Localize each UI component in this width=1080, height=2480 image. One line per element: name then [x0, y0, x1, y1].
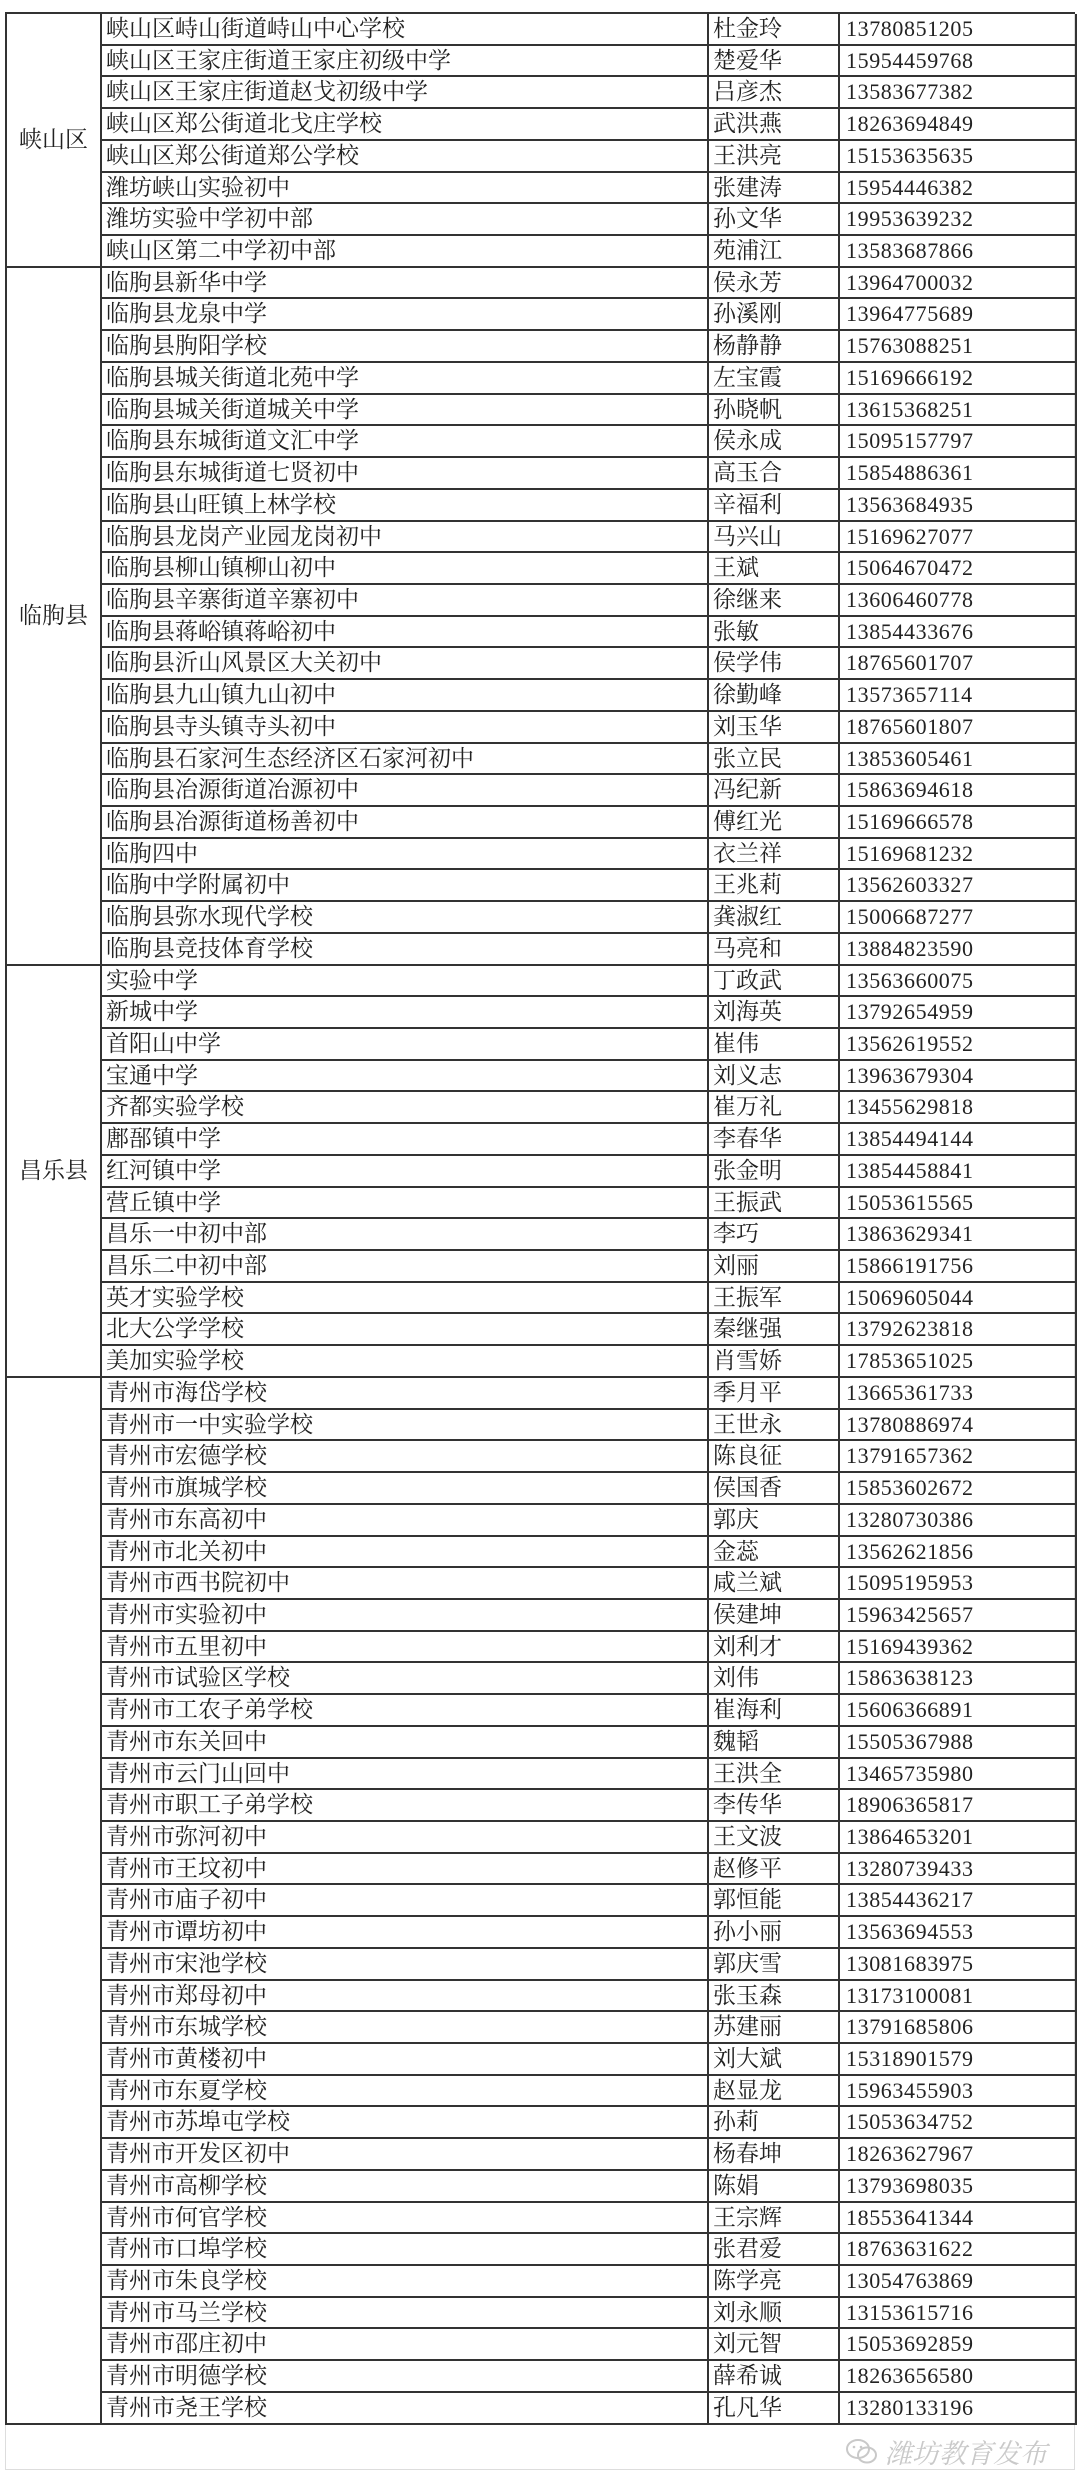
school-name-cell: 峡山区王家庄街道王家庄初级中学 [102, 46, 709, 78]
contact-name-cell: 崔万礼 [709, 1092, 840, 1124]
contact-name-cell: 赵显龙 [709, 2076, 840, 2108]
school-name-cell: 临朐中学附属初中 [102, 870, 709, 902]
phone-cell: 15954446382 [840, 173, 1077, 205]
school-name-cell: 青州市朱良学校 [102, 2266, 709, 2298]
phone-cell: 13280739433 [840, 1854, 1077, 1886]
school-name-cell: 临朐四中 [102, 839, 709, 871]
contact-name-cell: 杨静静 [709, 331, 840, 363]
contact-name-cell: 丁政武 [709, 966, 840, 998]
phone-cell: 15169439362 [840, 1632, 1077, 1664]
phone-cell: 13153615716 [840, 2298, 1077, 2330]
school-name-cell: 临朐县九山镇九山初中 [102, 680, 709, 712]
contact-name-cell: 马亮和 [709, 934, 840, 966]
school-name-cell: 青州市职工子弟学校 [102, 1790, 709, 1822]
contact-name-cell: 王世永 [709, 1410, 840, 1442]
phone-cell: 15606366891 [840, 1695, 1077, 1727]
contact-name-cell: 崔海利 [709, 1695, 840, 1727]
contact-name-cell: 孔凡华 [709, 2393, 840, 2425]
school-name-cell: 青州市明德学校 [102, 2361, 709, 2393]
phone-cell: 13562603327 [840, 870, 1077, 902]
phone-cell: 15153635635 [840, 141, 1077, 173]
phone-cell: 13792654959 [840, 997, 1077, 1029]
contact-name-cell: 辛福利 [709, 490, 840, 522]
phone-cell: 18906365817 [840, 1790, 1077, 1822]
school-name-cell: 临朐县石家河生态经济区石家河初中 [102, 744, 709, 776]
contact-name-cell: 傅红光 [709, 807, 840, 839]
school-name-cell: 临朐县东城街道文汇中学 [102, 426, 709, 458]
school-name-cell: 临朐县城关街道北苑中学 [102, 363, 709, 395]
contact-name-cell: 吕彦杰 [709, 77, 840, 109]
contact-name-cell: 张立民 [709, 744, 840, 776]
contact-name-cell: 杨春坤 [709, 2139, 840, 2171]
phone-cell: 13563694553 [840, 1917, 1077, 1949]
contact-name-cell: 王斌 [709, 553, 840, 585]
school-name-cell: 青州市东夏学校 [102, 2076, 709, 2108]
phone-cell: 15169666192 [840, 363, 1077, 395]
phone-cell: 15169627077 [840, 522, 1077, 554]
phone-cell: 15064670472 [840, 553, 1077, 585]
contact-name-cell: 刘大斌 [709, 2044, 840, 2076]
school-name-cell: 美加实验学校 [102, 1346, 709, 1378]
school-name-cell: 青州市东城学校 [102, 2012, 709, 2044]
phone-cell: 13854436217 [840, 1885, 1077, 1917]
school-name-cell: 青州市工农子弟学校 [102, 1695, 709, 1727]
phone-cell: 15169666578 [840, 807, 1077, 839]
phone-cell: 15963455903 [840, 2076, 1077, 2108]
phone-cell: 13455629818 [840, 1092, 1077, 1124]
school-name-cell: 青州市弥河初中 [102, 1822, 709, 1854]
phone-cell: 13054763869 [840, 2266, 1077, 2298]
watermark-text: 潍坊教育发布 [885, 2439, 1047, 2470]
contact-name-cell: 王洪全 [709, 1759, 840, 1791]
contact-name-cell: 侯永成 [709, 426, 840, 458]
school-name-cell: 临朐县冶源街道杨善初中 [102, 807, 709, 839]
contact-name-cell: 王振武 [709, 1188, 840, 1220]
school-name-cell: 青州市海岱学校 [102, 1378, 709, 1410]
phone-cell: 18553641344 [840, 2203, 1077, 2235]
school-contact-table [5, 12, 1075, 2425]
contact-name-cell: 刘义志 [709, 1061, 840, 1093]
contact-name-cell: 陈娟 [709, 2171, 840, 2203]
school-name-cell: 青州市东关回中 [102, 1727, 709, 1759]
phone-cell: 13280133196 [840, 2393, 1077, 2425]
phone-cell: 15169681232 [840, 839, 1077, 871]
phone-cell: 13573657114 [840, 680, 1077, 712]
contact-name-cell: 高玉合 [709, 458, 840, 490]
phone-cell: 13583677382 [840, 77, 1077, 109]
contact-name-cell: 魏韬 [709, 1727, 840, 1759]
school-name-cell: 潍坊实验中学初中部 [102, 204, 709, 236]
phone-cell: 13280730386 [840, 1505, 1077, 1537]
school-name-cell: 临朐县山旺镇上林学校 [102, 490, 709, 522]
school-name-cell: 临朐县城关街道城关中学 [102, 395, 709, 427]
contact-name-cell: 左宝霞 [709, 363, 840, 395]
school-name-cell: 青州市高柳学校 [102, 2171, 709, 2203]
contact-name-cell: 王振军 [709, 1283, 840, 1315]
contact-name-cell: 张金明 [709, 1156, 840, 1188]
school-name-cell: 青州市云门山回中 [102, 1759, 709, 1791]
school-name-cell: 新城中学 [102, 997, 709, 1029]
phone-cell: 13853605461 [840, 744, 1077, 776]
watermark [845, 2432, 1047, 2471]
contact-name-cell: 楚爱华 [709, 46, 840, 78]
phone-cell: 15053634752 [840, 2107, 1077, 2139]
contact-name-cell: 徐继来 [709, 585, 840, 617]
phone-cell: 13583687866 [840, 236, 1077, 268]
school-name-cell: 潍坊峡山实验初中 [102, 173, 709, 205]
school-name-cell: 临朐县弥水现代学校 [102, 902, 709, 934]
contact-name-cell: 苑浦江 [709, 236, 840, 268]
contact-name-cell: 侯学伟 [709, 648, 840, 680]
contact-name-cell: 刘利才 [709, 1632, 840, 1664]
phone-cell: 13606460778 [840, 585, 1077, 617]
school-name-cell: 青州市宏德学校 [102, 1441, 709, 1473]
school-name-cell: 峡山区王家庄街道赵戈初级中学 [102, 77, 709, 109]
contact-name-cell: 王洪亮 [709, 141, 840, 173]
contact-name-cell: 衣兰祥 [709, 839, 840, 871]
contact-name-cell: 张建涛 [709, 173, 840, 205]
phone-cell: 17853651025 [840, 1346, 1077, 1378]
school-name-cell: 青州市邵庄初中 [102, 2329, 709, 2361]
phone-cell: 15095195953 [840, 1568, 1077, 1600]
school-name-cell: 青州市何官学校 [102, 2203, 709, 2235]
contact-name-cell: 张君爱 [709, 2234, 840, 2266]
contact-name-cell: 侯国香 [709, 1473, 840, 1505]
phone-cell: 13864653201 [840, 1822, 1077, 1854]
school-name-cell: 昌乐一中初中部 [102, 1219, 709, 1251]
school-name-cell: 临朐县冶源街道冶源初中 [102, 775, 709, 807]
contact-name-cell: 刘海英 [709, 997, 840, 1029]
school-name-cell: 青州市旗城学校 [102, 1473, 709, 1505]
contact-name-cell: 马兴山 [709, 522, 840, 554]
contact-name-cell: 侯建坤 [709, 1600, 840, 1632]
phone-cell: 13465735980 [840, 1759, 1077, 1791]
phone-cell: 13884823590 [840, 934, 1077, 966]
school-name-cell: 宝通中学 [102, 1061, 709, 1093]
phone-cell: 13963679304 [840, 1061, 1077, 1093]
contact-name-cell: 李巧 [709, 1219, 840, 1251]
phone-cell: 15318901579 [840, 2044, 1077, 2076]
contact-name-cell: 杜金玲 [709, 14, 840, 46]
school-name-cell: 鄌郚镇中学 [102, 1124, 709, 1156]
school-name-cell: 峡山区郑公街道郑公学校 [102, 141, 709, 173]
school-name-cell: 青州市东高初中 [102, 1505, 709, 1537]
phone-cell: 13615368251 [840, 395, 1077, 427]
phone-cell: 13665361733 [840, 1378, 1077, 1410]
school-name-cell: 青州市苏埠屯学校 [102, 2107, 709, 2139]
phone-cell: 18263694849 [840, 109, 1077, 141]
school-name-cell: 临朐县柳山镇柳山初中 [102, 553, 709, 585]
school-name-cell: 青州市实验初中 [102, 1600, 709, 1632]
school-name-cell: 青州市一中实验学校 [102, 1410, 709, 1442]
school-name-cell: 青州市五里初中 [102, 1632, 709, 1664]
phone-cell: 15053615565 [840, 1188, 1077, 1220]
contact-name-cell: 季月平 [709, 1378, 840, 1410]
contact-name-cell: 咸兰斌 [709, 1568, 840, 1600]
contact-name-cell: 孙晓帆 [709, 395, 840, 427]
school-name-cell: 青州市西书院初中 [102, 1568, 709, 1600]
school-name-cell: 青州市北关初中 [102, 1537, 709, 1569]
contact-name-cell: 刘元智 [709, 2329, 840, 2361]
school-name-cell: 英才实验学校 [102, 1283, 709, 1315]
district-cell: 临朐县 [7, 268, 102, 966]
contact-name-cell: 冯纪新 [709, 775, 840, 807]
contact-name-cell: 刘永顺 [709, 2298, 840, 2330]
contact-name-cell: 李春华 [709, 1124, 840, 1156]
contact-name-cell: 崔伟 [709, 1029, 840, 1061]
contact-name-cell: 武洪燕 [709, 109, 840, 141]
phone-cell: 13964700032 [840, 268, 1077, 300]
phone-cell: 13173100081 [840, 1981, 1077, 2013]
school-name-cell: 实验中学 [102, 966, 709, 998]
phone-cell: 13863629341 [840, 1219, 1077, 1251]
phone-cell: 18263627967 [840, 2139, 1077, 2171]
school-name-cell: 临朐县竞技体育学校 [102, 934, 709, 966]
school-name-cell: 临朐县龙岗产业园龙岗初中 [102, 522, 709, 554]
contact-name-cell: 张敏 [709, 617, 840, 649]
school-name-cell: 红河镇中学 [102, 1156, 709, 1188]
contact-name-cell: 孙莉 [709, 2107, 840, 2139]
phone-cell: 13791685806 [840, 2012, 1077, 2044]
contact-name-cell: 王宗辉 [709, 2203, 840, 2235]
phone-cell: 18763631622 [840, 2234, 1077, 2266]
wechat-icon [845, 2437, 879, 2467]
phone-cell: 15863694618 [840, 775, 1077, 807]
contact-name-cell: 张玉森 [709, 1981, 840, 2013]
school-name-cell: 临朐县寺头镇寺头初中 [102, 712, 709, 744]
school-name-cell: 首阳山中学 [102, 1029, 709, 1061]
contact-name-cell: 龚淑红 [709, 902, 840, 934]
phone-cell: 15053692859 [840, 2329, 1077, 2361]
contact-name-cell: 薛希诚 [709, 2361, 840, 2393]
phone-cell: 13562619552 [840, 1029, 1077, 1061]
phone-cell: 19953639232 [840, 204, 1077, 236]
school-name-cell: 青州市王坟初中 [102, 1854, 709, 1886]
phone-cell: 13791657362 [840, 1441, 1077, 1473]
phone-cell: 13081683975 [840, 1949, 1077, 1981]
phone-cell: 15505367988 [840, 1727, 1077, 1759]
phone-cell: 15095157797 [840, 426, 1077, 458]
contact-name-cell: 刘丽 [709, 1251, 840, 1283]
phone-cell: 13563684935 [840, 490, 1077, 522]
school-name-cell: 青州市宋池学校 [102, 1949, 709, 1981]
phone-cell: 13854433676 [840, 617, 1077, 649]
school-name-cell: 青州市郑母初中 [102, 1981, 709, 2013]
school-name-cell: 临朐县朐阳学校 [102, 331, 709, 363]
school-name-cell: 齐都实验学校 [102, 1092, 709, 1124]
contact-name-cell: 赵修平 [709, 1854, 840, 1886]
school-name-cell: 青州市马兰学校 [102, 2298, 709, 2330]
phone-cell: 13563660075 [840, 966, 1077, 998]
district-cell: 昌乐县 [7, 966, 102, 1378]
phone-cell: 18263656580 [840, 2361, 1077, 2393]
phone-cell: 13792623818 [840, 1314, 1077, 1346]
school-name-cell: 临朐县新华中学 [102, 268, 709, 300]
phone-cell: 15954459768 [840, 46, 1077, 78]
district-cell [7, 1378, 102, 2425]
contact-name-cell: 刘玉华 [709, 712, 840, 744]
phone-cell: 13854494144 [840, 1124, 1077, 1156]
contact-name-cell: 陈良征 [709, 1441, 840, 1473]
phone-cell: 15763088251 [840, 331, 1077, 363]
phone-cell: 15854886361 [840, 458, 1077, 490]
phone-cell: 18765601807 [840, 712, 1077, 744]
phone-cell: 15069605044 [840, 1283, 1077, 1315]
district-cell: 峡山区 [7, 14, 102, 268]
contact-name-cell: 王文波 [709, 1822, 840, 1854]
contact-name-cell: 侯永芳 [709, 268, 840, 300]
school-name-cell: 青州市尧王学校 [102, 2393, 709, 2425]
contact-name-cell: 徐勤峰 [709, 680, 840, 712]
phone-cell: 15863638123 [840, 1663, 1077, 1695]
phone-cell: 15853602672 [840, 1473, 1077, 1505]
phone-cell: 13854458841 [840, 1156, 1077, 1188]
phone-cell: 15963425657 [840, 1600, 1077, 1632]
school-name-cell: 临朐县沂山风景区大关初中 [102, 648, 709, 680]
phone-cell: 13562621856 [840, 1537, 1077, 1569]
contact-name-cell: 孙文华 [709, 204, 840, 236]
school-name-cell: 临朐县龙泉中学 [102, 299, 709, 331]
school-name-cell: 青州市黄楼初中 [102, 2044, 709, 2076]
contact-name-cell: 郭庆 [709, 1505, 840, 1537]
school-name-cell: 营丘镇中学 [102, 1188, 709, 1220]
school-name-cell: 昌乐二中初中部 [102, 1251, 709, 1283]
phone-cell: 15866191756 [840, 1251, 1077, 1283]
school-name-cell: 青州市口埠学校 [102, 2234, 709, 2266]
school-name-cell: 临朐县辛寨街道辛寨初中 [102, 585, 709, 617]
contact-name-cell: 刘伟 [709, 1663, 840, 1695]
phone-cell: 13780851205 [840, 14, 1077, 46]
school-name-cell: 峡山区第二中学初中部 [102, 236, 709, 268]
contact-name-cell: 肖雪娇 [709, 1346, 840, 1378]
school-name-cell: 临朐县东城街道七贤初中 [102, 458, 709, 490]
phone-cell: 13780886974 [840, 1410, 1077, 1442]
contact-name-cell: 金蕊 [709, 1537, 840, 1569]
contact-name-cell: 王兆莉 [709, 870, 840, 902]
phone-cell: 18765601707 [840, 648, 1077, 680]
phone-cell: 13793698035 [840, 2171, 1077, 2203]
school-name-cell: 青州市谭坊初中 [102, 1917, 709, 1949]
school-name-cell: 北大公学学校 [102, 1314, 709, 1346]
contact-name-cell: 郭庆雪 [709, 1949, 840, 1981]
school-name-cell: 临朐县蒋峪镇蒋峪初中 [102, 617, 709, 649]
contact-name-cell: 李传华 [709, 1790, 840, 1822]
contact-name-cell: 秦继强 [709, 1314, 840, 1346]
contact-name-cell: 郭恒能 [709, 1885, 840, 1917]
school-name-cell: 峡山区峙山街道峙山中心学校 [102, 14, 709, 46]
school-name-cell: 青州市庙子初中 [102, 1885, 709, 1917]
phone-cell: 13964775689 [840, 299, 1077, 331]
contact-name-cell: 孙小丽 [709, 1917, 840, 1949]
phone-cell: 15006687277 [840, 902, 1077, 934]
contact-name-cell: 苏建丽 [709, 2012, 840, 2044]
school-name-cell: 峡山区郑公街道北戈庄学校 [102, 109, 709, 141]
contact-name-cell: 陈学亮 [709, 2266, 840, 2298]
school-name-cell: 青州市试验区学校 [102, 1663, 709, 1695]
contact-name-cell: 孙溪刚 [709, 299, 840, 331]
school-name-cell: 青州市开发区初中 [102, 2139, 709, 2171]
